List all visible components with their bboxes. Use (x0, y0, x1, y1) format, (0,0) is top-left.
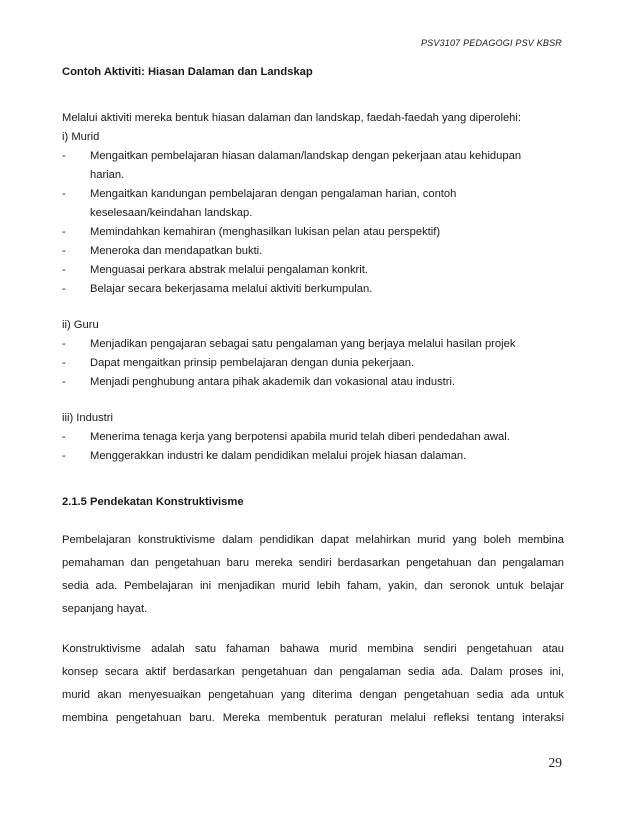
bullet-dash: - (62, 450, 66, 462)
paragraph-line: sedia ada. Pembelajaran ini menjadikan murid lebih faham, yakin, dan seronok untuk belajar (62, 580, 564, 592)
paragraph-line: sepanjang hayat. (62, 603, 148, 615)
list-item (62, 354, 564, 373)
group-label-guru: ii) Guru (62, 319, 99, 331)
list-item-text: Menguasai perkara abstrak melalui pengalaman konkrit. (90, 264, 368, 276)
page-number: 29 (548, 755, 562, 770)
paragraph-konstruktivisme-2 (62, 638, 564, 730)
section-heading: Contoh Aktiviti: Hiasan Dalaman dan Landskap (62, 66, 313, 78)
paragraph-line: pemahaman dan pengetahuan baru mereka sendiri berdasarkan pengetahuan dan pengalaman (62, 557, 564, 569)
paragraph-line: Konstruktivisme adalah satu fahaman bahawa murid membina sendiri pengetahuan atau (62, 643, 564, 655)
list-item (62, 428, 564, 447)
bullet-dash: - (62, 357, 66, 369)
list-item-text: Dapat mengaitkan prinsip pembelajaran dengan dunia pekerjaan. (90, 357, 415, 369)
bullet-dash: - (62, 338, 66, 350)
list-item (62, 335, 564, 354)
bullet-dash: - (62, 188, 66, 200)
list-item (62, 447, 564, 466)
list-item-text: Mengaitkan pembelajaran hiasan dalaman/landskap dengan pekerjaan atau kehidupan (90, 150, 522, 162)
list-item-text: keselesaan/keindahan landskap. (90, 207, 253, 219)
list-item (62, 223, 564, 242)
bullet-dash: - (62, 245, 66, 257)
bullet-dash: - (62, 226, 66, 238)
running-header: PSV3107 PEDAGOGI PSV KBSR (420, 38, 562, 48)
bullet-dash: - (62, 283, 66, 295)
paragraph-line: konsep secara aktif berdasarkan pengetahuan dan pengalaman sedia ada. Dalam proses ini, (62, 666, 564, 678)
group-label-murid: i) Murid (62, 131, 100, 143)
list-item-text: Belajar secara bekerjasama melalui aktiviti berkumpulan. (90, 283, 373, 295)
list-item (62, 147, 564, 185)
intro-paragraph: Melalui aktiviti mereka bentuk hiasan dalaman dan landskap, faedah-faedah yang diperolehi: (62, 112, 521, 124)
bullet-dash: - (62, 264, 66, 276)
list-item-text: Menggerakkan industri ke dalam pendidikan melalui projek hiasan dalaman. (90, 450, 467, 462)
list-item (62, 373, 564, 392)
bullet-dash: - (62, 431, 66, 443)
paragraph-line: Pembelajaran konstruktivisme dalam pendidikan dapat melahirkan murid yang boleh membina (62, 534, 564, 546)
page-body (62, 63, 564, 730)
subsection-heading: 2.1.5 Pendekatan Konstruktivisme (62, 496, 244, 508)
paragraph-line: murid akan menyesuaikan pengetahuan yang diterima dengan pengetahuan sedia ada untuk (62, 689, 564, 701)
list-item-text: harian. (90, 169, 125, 181)
group-label-industri: iii) Industri (62, 412, 113, 424)
list-item (62, 261, 564, 280)
list-item-text: Memindahkan kemahiran (menghasilkan lukisan pelan atau perspektif) (90, 226, 441, 238)
list-item (62, 242, 564, 261)
bullet-dash: - (62, 376, 66, 388)
paragraph-konstruktivisme-1 (62, 529, 564, 621)
bullet-dash: - (62, 150, 66, 162)
list-item (62, 280, 564, 299)
list-item-text: Mengaitkan kandungan pembelajaran dengan pengalaman harian, contoh (90, 188, 457, 200)
list-item-text: Meneroka dan mendapatkan bukti. (90, 245, 263, 257)
list-item-text: Menjadikan pengajaran sebagai satu pengalaman yang berjaya melalui hasilan projek (90, 338, 516, 350)
list-item-text: Menerima tenaga kerja yang berpotensi apabila murid telah diberi pendedahan awal. (90, 431, 510, 443)
list-item (62, 185, 564, 223)
list-item-text: Menjadi penghubung antara pihak akademik dan vokasional atau industri. (90, 376, 456, 388)
paragraph-line: membina pengetahuan baru. Mereka membentuk peraturan melalui refleksi tentang interaksi (62, 712, 564, 724)
